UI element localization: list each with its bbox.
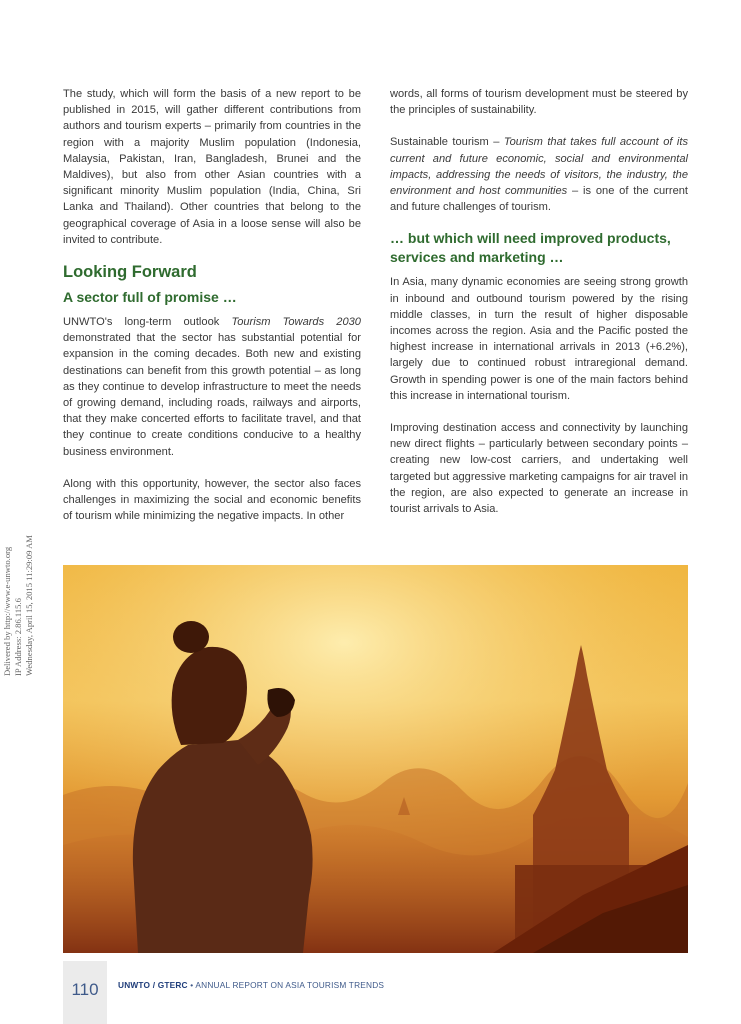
photo-tourist-sunset	[63, 565, 688, 953]
subheading-sector-promise: A sector full of promise …	[63, 289, 237, 306]
left-column	[63, 86, 361, 524]
section-heading-looking-forward: Looking Forward	[63, 263, 197, 282]
footer-report-title: ANNUAL REPORT ON ASIA TOURISM TRENDS	[195, 980, 385, 990]
right-paragraph-2-rest: – is one of the current and future challenges of tourism.	[390, 185, 688, 214]
running-footer	[118, 980, 384, 990]
right-paragraph-1: words, all forms of tourism development must be steered by the principles of sustainability.	[390, 88, 688, 117]
footer-publisher: UNWTO / GTERC	[118, 980, 188, 990]
left-paragraph-2-start: UNWTO's long-term outlook	[63, 316, 232, 329]
left-paragraph-2-rest: demonstrated that the sector has substantial potential for expansion in the coming decades. Both new and existing destinations can benefit from this growth potential – as long as they continue to develop infrastructure to meet the needs of growing demand, including roads, railways and airports, that they make concerted efforts to facilitate travel, and that they continue to create conditions conducive to a healthy business environment.	[63, 332, 361, 458]
watermark-line-1: Delivered by http://www.e-unwto.org	[2, 546, 12, 676]
footer-separator: •	[187, 980, 196, 990]
watermark-line-3: Wednesday, April 15, 2015 11:29:09 AM	[24, 535, 34, 676]
right-paragraph-2-start: Sustainable tourism –	[390, 136, 504, 149]
right-paragraph-4: Improving destination access and connectivity by launching new direct flights – particularly between secondary points – creating new low-cost carriers, and undertaking well targeted but aggressive marketing campaigns for air travel in the region, are also expected to generate an increase in tourist arrivals to Asia.	[390, 422, 688, 516]
download-watermark	[2, 506, 40, 676]
right-paragraph-2-definition: Tourism that takes full account of its current and future economic, social and environmental impacts, addressing the needs of visitors, the industry, the environment and host communities	[390, 136, 688, 198]
left-paragraph-2-title: Tourism Towards 2030	[231, 316, 361, 329]
watermark-line-2: IP Address: 2.86.115.6	[13, 598, 23, 676]
section-heading-improved-products: … but which will need improved products, services and marketing …	[390, 230, 671, 265]
left-paragraph-2	[63, 314, 361, 460]
right-paragraph-3: In Asia, many dynamic economies are seeing strong growth in inbound and outbound tourism powered by the rising middle classes, in turn the result of higher disposable incomes across the region. Asia and the Pacific posted the highest increase in international arrivals in 2013 (+6.2%), largely due to continued robust intraregional demand. Growth in spending power is one of the main factors behind this increase in international tourism.	[390, 276, 688, 402]
right-paragraph-2	[390, 134, 688, 215]
left-paragraph-3: Along with this opportunity, however, the sector also faces challenges in maximizing the social and economic benefits of tourism while minimizing the negative impacts. In other	[63, 477, 361, 523]
photo-illustration	[63, 565, 688, 953]
page-number: 110	[71, 980, 99, 999]
left-paragraph-1: The study, which will form the basis of a new report to be published in 2015, will gather different contributions from authors and tourism experts – primarily from countries in the region with a majority Muslim population (Indonesia, Malaysia, Pakistan, Iran, Bangladesh, Brunei and the Maldives), but also from other Asian countries with a significant minority Muslim population (India, China, Sri Lanka and Thailand). Other countries that belong to the geographical coverage of Asia in a loose sense will also be invited to contribute.	[63, 88, 361, 246]
right-column	[390, 86, 688, 517]
